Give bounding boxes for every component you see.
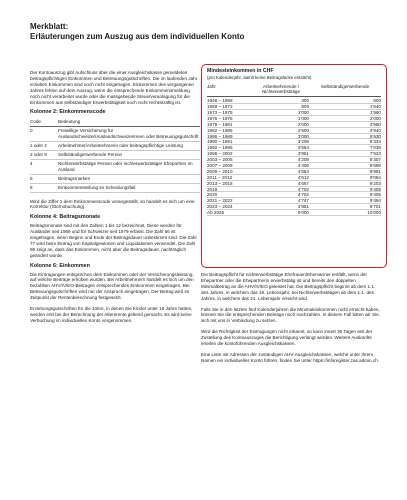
row-selfemployed: 1'540: [369, 104, 381, 110]
row-year: 2021 – 2022: [207, 198, 233, 204]
col6-paragraph: Die Eintragungen entsprechen dem Einkommen oder der Versicherungsleistung, auf welche Beiträge erhoben wurden. Bei Arbeitnehmern handelt es sich um den bezahlten AHV/IV/EO-Beitragen entsprechendes Einkommen eingetragen. Bei Betreuungsgutschriften wird nur der Anspruch eingetragen. Der Betrag wird im Zeitpunkt der Rentenberechnung festgesetzt.: [30, 271, 194, 301]
row-year: 2003 – 2006: [207, 157, 233, 163]
row-selfemployed: 3'960: [369, 121, 381, 127]
row-selfemployed: 9'701: [369, 204, 381, 210]
code-description: Arbeitnehmer/Arbeitnehmerin oder beitragspflichtige Leistung: [58, 143, 183, 149]
row-year: 1948 – 1968: [207, 98, 233, 104]
row-selfemployed: 9'494: [369, 198, 381, 204]
header-employees: Arbeitnehmende / Nichterwerbstätige: [261, 83, 301, 95]
row-selfemployed: 4'940: [369, 127, 381, 133]
code-row: [30, 142, 200, 151]
row-year: 1992 – 1995: [207, 145, 233, 151]
code-row: [30, 175, 200, 184]
row-selfemployed: 5'930: [369, 133, 381, 139]
code-row: [30, 160, 200, 175]
box-subtitle: (pro Kalenderjahr, damit keine Beitragslücke entsteht): [207, 74, 312, 80]
row-employees: 300: [301, 98, 309, 104]
row-year: 2009 – 2010: [207, 168, 233, 174]
code-table-header: [30, 118, 200, 127]
row-employees: 3'861: [297, 151, 309, 157]
row-employees: 4'208: [297, 157, 309, 163]
row-employees: 1'000: [297, 115, 309, 121]
row-employees: 2'000: [297, 121, 309, 127]
row-selfemployed: 9'405: [369, 186, 381, 192]
row-employees: 4'851: [297, 204, 309, 210]
row-employees: 4'702: [297, 192, 309, 198]
row-year: 2023 – 2024: [207, 204, 233, 210]
code-header-code: Code: [30, 119, 41, 125]
row-employees: 800: [301, 104, 309, 110]
document-subtitle: Erläuterungen zum Auszug aus dem individuellen Konto: [30, 32, 245, 41]
row-selfemployed: 9'203: [369, 180, 381, 186]
code-header-desc: Bedeutung: [58, 119, 81, 125]
row-year: 1976 – 1978: [207, 115, 233, 121]
row-selfemployed: 10'000: [367, 210, 381, 216]
income-row: [207, 210, 381, 216]
income-table-header: [207, 84, 381, 98]
section-heading-col6: Kolonne 6: Einkommen: [30, 262, 90, 269]
intro-paragraph: Der Kontoauszug gibt Aufschluss über die einer Ausgleichskasse gemeldeten beitragspflichtigen Einkommen und Betreuungsgutschriften. Die im laufenden Jahr erzielten Einkommen sind noch nicht eingetragen. Einkommen des vergangenen Jahres fehlen auf dem Auszug, wenn die entsprechende Einkommensmeldung noch nicht verarbeitet wurde oder die massgebende Steuerveranlagung für die Einkommen aus selbständiger Erwerbstätigkeit noch nicht rechtskräftig ist.: [30, 70, 198, 105]
row-employees: 2'500: [297, 127, 309, 133]
right-paragraph-2: Falls Sie in den letzten fünf Kalenderjahren die Minimaleinkommen nicht erreicht haben, können Sie die entsprechenden Beiträge noch nachzahlen. In diesem Fall bitten wir Sie, sich mit uns in Verbindung zu setzen.: [201, 306, 381, 324]
code-table: [30, 118, 200, 192]
left-column: [30, 70, 200, 329]
row-employees: 5'000: [297, 210, 309, 216]
income-table-body: [207, 98, 381, 216]
code-description: Beitragsmarken: [58, 175, 91, 181]
row-selfemployed: 8'991: [369, 168, 381, 174]
right-paragraph-4: Eine Liste mit Adressen der zuständigen AHV-Ausgleichskassen, welche unter Ihrem Namen ein individuelles Konto führen, finden Sie unter https://inforegister.zas.admin.ch.: [201, 351, 379, 363]
right-column: [201, 272, 383, 369]
row-selfemployed: 1'960: [369, 109, 381, 115]
section-heading-col2: Kolonne 2: Einkommenscode: [30, 109, 106, 116]
section-heading-col4: Kolonne 4: Beitragsmonate: [30, 214, 101, 221]
row-year: 1979 – 1981: [207, 121, 233, 127]
code-row: [30, 127, 200, 142]
row-employees: 4'612: [297, 174, 309, 180]
row-selfemployed: 8'307: [369, 157, 381, 163]
row-year: 2011 – 2012: [207, 174, 233, 180]
code-value: 3 oder 9: [30, 151, 47, 157]
row-employees: 3'564: [297, 145, 309, 151]
code-value: 4: [30, 160, 33, 166]
row-selfemployed: 9'094: [369, 174, 381, 180]
row-year: 1982 – 1985: [207, 127, 233, 133]
row-employees: 4'747: [297, 198, 309, 204]
row-selfemployed: 600: [373, 98, 381, 104]
col4-paragraph: Beitragsmonate sind mit den Zahlen 1 bis 12 bezeichnet. Diese werden für Ausländer seit 1969 und für Schweizer seit 1979 erfasst. Die Zahl 66 ist eingetragen, wenn Beginn und Ende der Beitragsdauer unbestimmt sind. Die Zahl 77 wird beim Eintrag von Kapitalgewinnen und Liquidationen verwendet. Die Zahl 99 zeigt an, dass das Einkommen, nicht aber die Beitragsdauer, nachträglich geändert wurde.: [30, 223, 197, 258]
row-year: 1973 – 1975: [207, 109, 233, 115]
row-year: 1986 – 1989: [207, 133, 233, 139]
row-year: 2019: [207, 186, 218, 192]
code-value: 5: [30, 175, 33, 181]
box-title: Mindesteinkommen in CHF: [207, 68, 274, 74]
row-selfemployed: 7'623: [369, 151, 381, 157]
row-selfemployed: 6'334: [369, 139, 381, 145]
row-employees: 4'667: [297, 180, 309, 186]
row-employees: 3'000: [297, 133, 309, 139]
row-year: 2013 – 2018: [207, 180, 233, 186]
row-employees: 4'554: [297, 168, 309, 174]
code-description: Nichterwerbstätige Person oder nichterwerbstätiger Ehepartner im Ausland: [58, 160, 193, 172]
header-selfemployed: Selbständigerwerbende: [320, 83, 370, 89]
code-description: Einkommensteilung im Scheidungsfall: [58, 184, 136, 190]
code-description: Freiwillige Versicherung für Auslandschweizer/Auslandschweizerinnen oder Betreuungsgutschrift: [58, 128, 199, 140]
code-row: [30, 151, 200, 160]
row-year: 1996 – 2002: [207, 151, 233, 157]
storno-paragraph: Wird die Ziffer 1 dem Einkommenscode vorangestellt, so handelt es sich um eine Korrektur (Stornobuchung).: [30, 198, 195, 210]
minimum-income-box: [201, 64, 387, 268]
row-year: 2020: [207, 192, 218, 198]
row-employees: 4'702: [297, 186, 309, 192]
document-title: Merkblatt:: [30, 22, 69, 31]
erziehung-paragraph: Erziehungsgutschriften für die Jahre, in denen Sie Kinder unter 16 Jahre hatten, werden erst bei der Berechnung der Altersrente geltend gemacht. Es wird keine Verbuchung im individuellen Konto vorgenommen.: [30, 306, 193, 323]
code-value: 0: [30, 128, 33, 134]
right-paragraph-3: Wird die Richtigkeit der Eintragungen nicht erkannt, so kann innert 30 Tagen seit der Zustellung des Kontoauszuges die Berichtigung verlangt werden. Weitere Auskünfte erteilen die kontoführenden Ausgleichskassen.: [201, 329, 373, 347]
document-header: [30, 22, 390, 42]
row-employees: 3'208: [297, 139, 309, 145]
row-selfemployed: 7'038: [369, 145, 381, 151]
right-paragraph-1: Die Beitragspflicht für nichterwerbstätige Ehefrauen/Ehemänner entfällt, wenn der Ehepartner oder die Ehepartnerin erwerbstätig ist und bereits den doppelten Minimalbetrag an die AHV/IV/EO geleistet hat. Die Beitragspflicht beginnt ab dem 1.1. des Jahres, in welchem das 18. Lebensjahr, bei Nichterwerbstätigen ab dem 1.1. des Jahres, in welchem das 21. Lebensjahr erreicht wird.: [201, 272, 376, 301]
row-selfemployed: 8'698: [369, 162, 381, 168]
code-row: [30, 184, 200, 193]
row-year: Ab 2025: [207, 210, 225, 216]
row-year: 1990 – 1991: [207, 139, 233, 145]
code-value: 8: [30, 184, 33, 190]
row-year: 1969 – 1972: [207, 104, 233, 110]
row-selfemployed: 2'000: [369, 115, 381, 121]
code-description: Selbständigerwerbende Person: [58, 151, 123, 157]
row-year: 2007 – 2008: [207, 162, 233, 168]
code-value: 1 oder 2: [30, 143, 47, 149]
row-employees: 1'000: [297, 109, 309, 115]
row-employees: 4'406: [297, 162, 309, 168]
header-year: Jahr: [207, 83, 216, 89]
row-selfemployed: 9'405: [369, 192, 381, 198]
